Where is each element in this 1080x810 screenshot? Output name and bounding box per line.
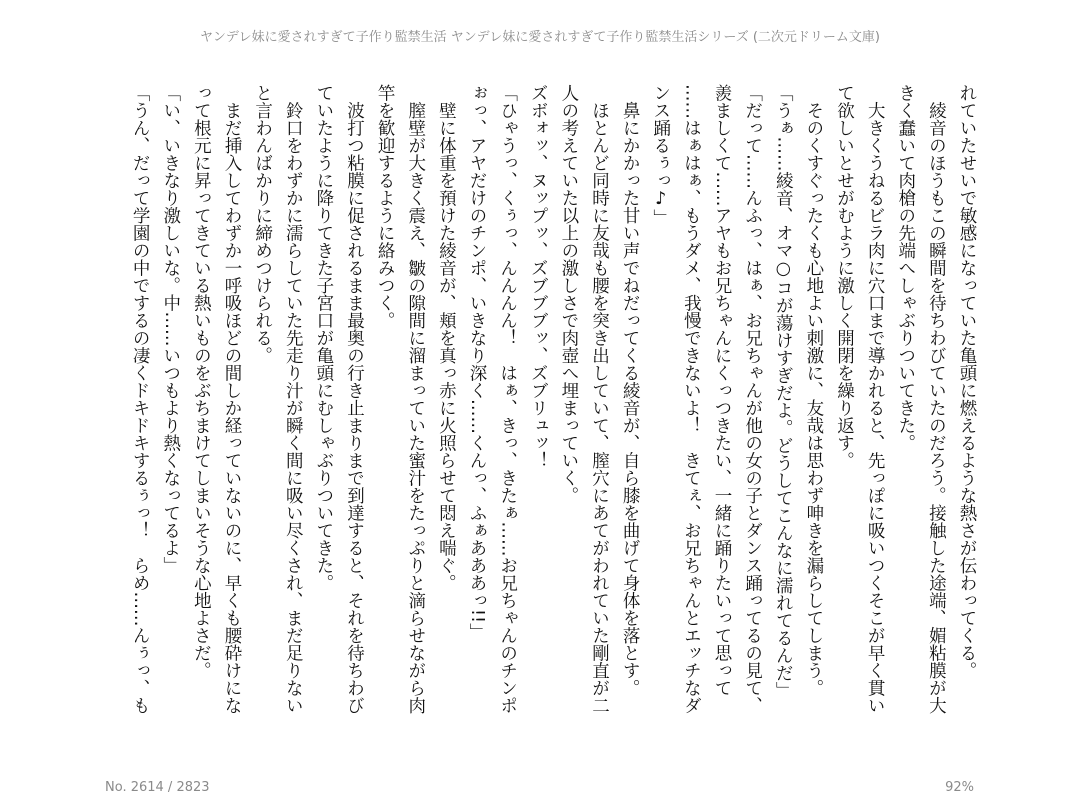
text-column: ほとんど同時に友哉も腰を突き出していて、膣穴にあてがわれていた剛直が二 — [589, 84, 610, 714]
text-column: ンス踊るぅっ♪」 — [650, 84, 671, 227]
location-indicator: No. 2614 / 2823 — [105, 780, 210, 795]
text-column: 膣壁が大きく震え、皺の隙間に溜まっていた蜜汁をたっぷりと滴らせながら肉 — [405, 84, 426, 714]
text-column: 綾音のほうもこの瞬間を待ちわびていたのだろう。接触した途端、媚粘膜が大 — [926, 84, 947, 714]
text-column: 人の考えていた以上の激しさで肉壺へ埋まっていく。 — [558, 84, 579, 504]
text-column: ていたように降りてきた子宮口が亀頭にむしゃぶりついてきた。 — [313, 84, 334, 592]
text-column: って根元に昇ってきている熱いものをぶちまけてしまいそうな心地よさだ。 — [191, 84, 212, 679]
text-column: 波打つ粘膜に促されるまま最奥の行き止まりまで到達すると、それを待ちわび — [344, 84, 365, 714]
text-column: 羨ましくて……アヤもお兄ちゃんにくっつきたい、一緒に踊りたいって思って — [712, 84, 732, 697]
text-column: 鼻にかかった甘い声でねだってくる綾音が、自ら膝を曲げて身体を落とす。 — [620, 84, 641, 697]
text-column: 鈴口をわずかに濡らしていた先走り汁が瞬く間に吸い尽くされ、まだ足りない — [283, 84, 304, 714]
text-column: まだ挿入してわずか一呼吸ほどの間しか経っていないのに、早くも腰砕けにな — [222, 84, 242, 714]
text-column: 「だって……んふっ、はぁ、お兄ちゃんが他の女の子とダンス踊ってるの見て、 — [742, 84, 763, 714]
text-column: 壁に体重を預けた綾音が、頬を真っ赤に火照らせて悶え喘ぐ。 — [436, 84, 457, 592]
text-column: 「ひゃうっ、くぅっ、んんんん！ はぁ、きっ、きたぁ……お兄ちゃんのチンポ — [497, 84, 518, 714]
text-column: れていたせいで敏感になっていた亀頭に燃えるような熱さが伝わってくる。 — [957, 84, 977, 679]
book-title-header: ヤンデレ妹に愛されすぎて子作り監禁生活 ヤンデレ妹に愛されすぎて子作り監禁生活シリーズ (二次元ドリーム文庫) — [200, 30, 880, 45]
text-column: そのくすぐったくも心地よい刺激に、友哉は思わず呻きを漏らしてしまう。 — [803, 84, 824, 697]
text-column: 「うぁ……綾音、オマ○コが蕩けすぎだよ。どうしてこんなに濡れてるんだ」 — [773, 84, 794, 699]
text-column: と言わんばかりに締めつけられる。 — [252, 84, 273, 364]
text-column: 「い、いきなり激しいな。中……いつもより熱くなってるよ」 — [160, 84, 181, 574]
text-column: きく蠢いて肉槍の先端へしゃぶりついてきた。 — [895, 84, 916, 452]
text-column: 「うん、だって学園の中でするの凄くドキドキするぅっ！ らめ……んぅっ、も — [130, 84, 151, 714]
text-column: 竿を歓迎するように絡みつく。 — [375, 84, 396, 329]
vertical-text-page — [125, 84, 983, 714]
reading-progress: 92% — [945, 780, 974, 795]
text-column: て欲しいとせがむように激しく開閉を繰り返す。 — [834, 84, 855, 469]
text-column: ズボォッ、ヌップッ、ズブブブッ、ズブリュッ！ — [528, 84, 549, 469]
text-column: 大きくうねるビラ肉に穴口まで導かれると、先っぽに吸いつくそこが早く貫い — [865, 84, 886, 714]
text-column: ……はぁはぁ、もうダメ、我慢できないよ！ きてぇ、お兄ちゃんとエッチなダ — [681, 84, 702, 714]
text-column: ぉっ、アヤだけのチンポ、いきなり深く……くんっ、ふぁあああっ!!」 — [467, 84, 487, 641]
